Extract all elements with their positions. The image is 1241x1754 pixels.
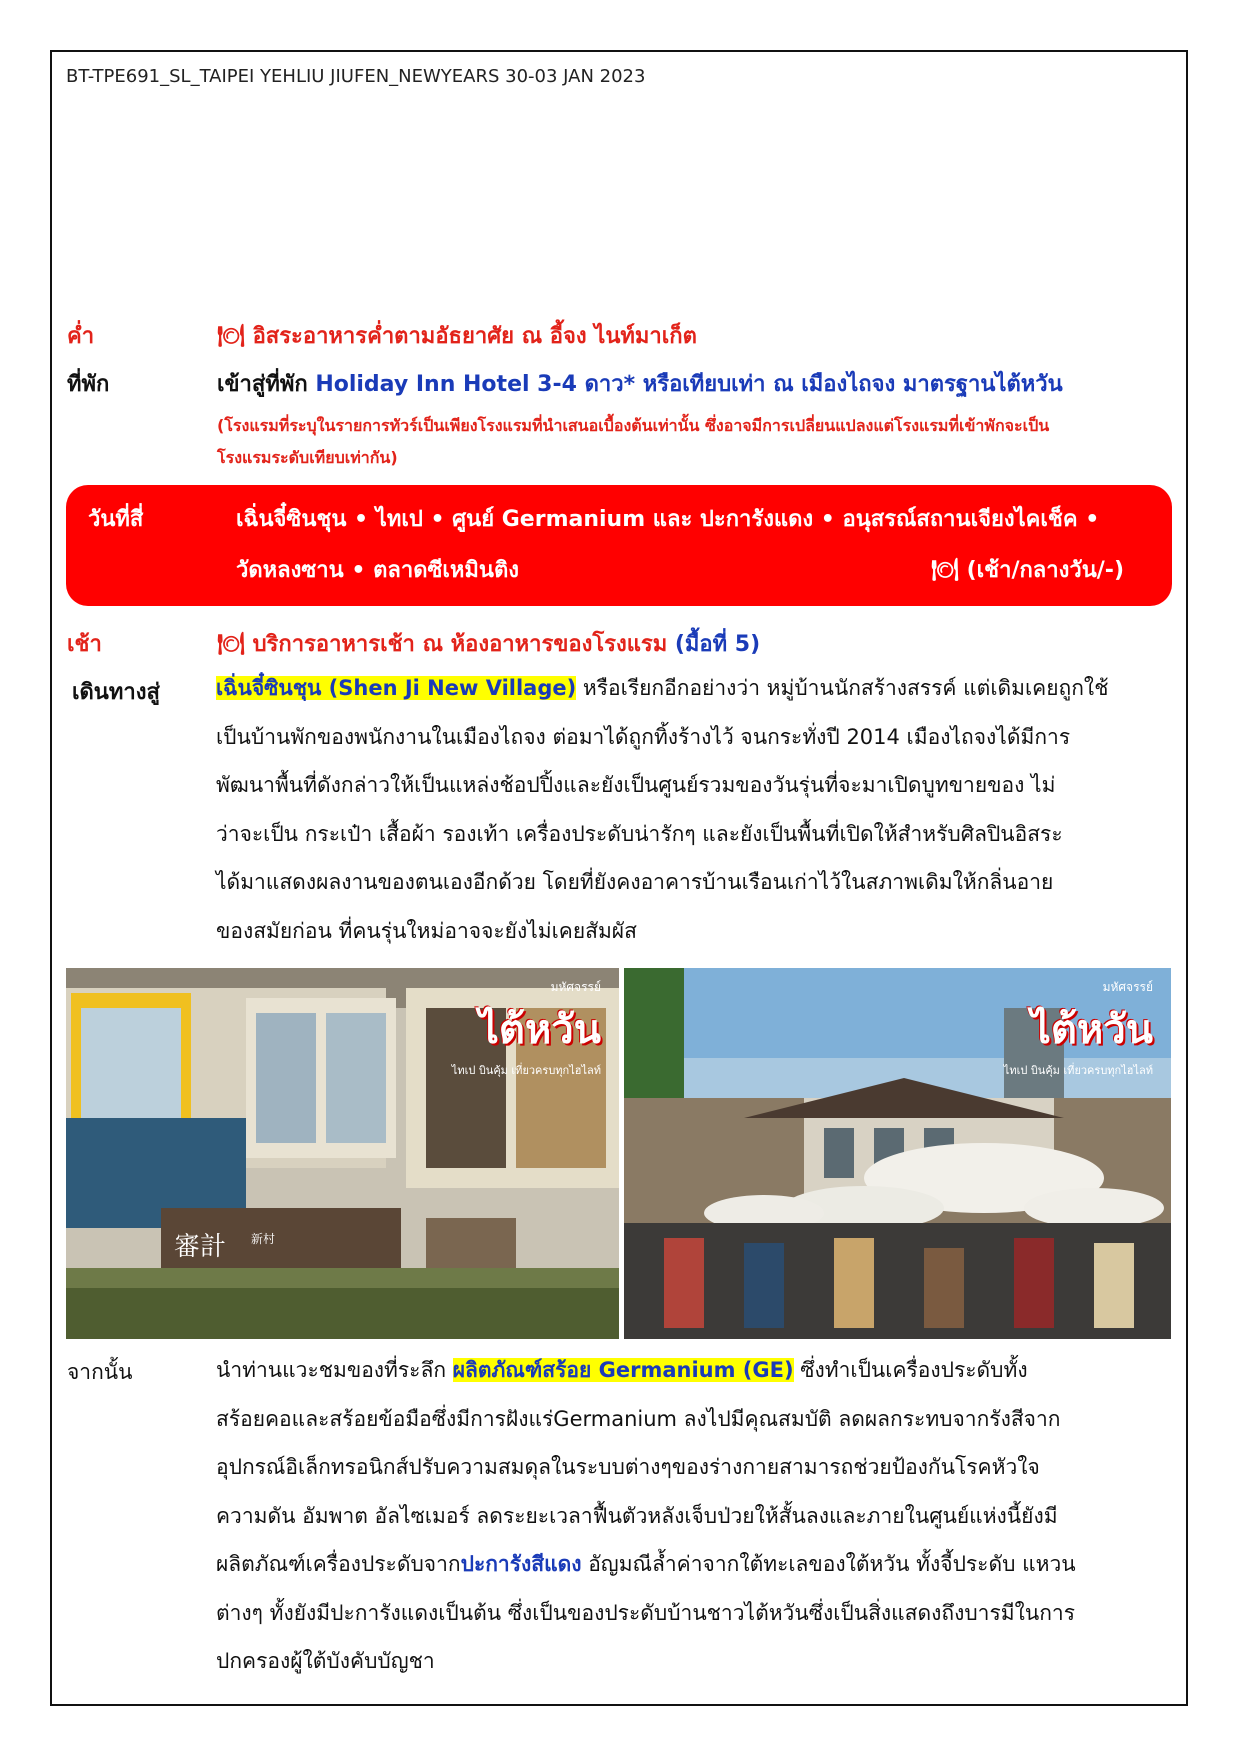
watermark-sub: ไทเป บินคุ้ม เที่ยวครบทุกไฮไลท์	[1003, 1064, 1153, 1077]
day-itinerary-line1: เฉิ่นจี๋ซินชุน • ไทเป • ศูนย์ Germanium และ ปะการังแดง • อนุสรณ์สถานเจียงไคเช็ค •	[236, 507, 1100, 532]
watermark-left	[452, 978, 601, 1079]
hotel-text	[217, 366, 1175, 401]
watermark-right	[1004, 978, 1153, 1079]
travel-line5: ได้มาแสดงผลงานของตนเองอีกด้วย โดยที่ยังคงอาคารบ้านเรือนเก่าไว้ในสภาพเดิมให้กลิ่นอาย	[216, 870, 1054, 894]
day-label: วันที่สี่	[88, 507, 144, 532]
travel-line1: เฉิ่นจี๋ซินชุน (Shen Ji New Village) หรือเรียกอีกอย่างว่า หมู่บ้านนักสร้างสรรค์ แต่เดิมเคยถูกใช้	[216, 676, 1109, 700]
breakfast-desc: 🍽 บริการอาหารเช้า ณ ห้องอาหารของโรงแรม	[217, 632, 675, 657]
watermark-small: มหัศจรรย์	[1102, 980, 1153, 994]
travel-line3: พัฒนาพื้นที่ดังกล่าวให้เป็นแหล่งช้อปปิ้งและยังเป็นศูนย์รวมของวันรุ่นที่จะมาเปิดบูทขายของ ไม่	[216, 773, 1056, 797]
then-line6: ต่างๆ ทั้งยังมีปะการังแดงเป็นต้น ซึ่งเป็นของประดับบ้านชาวไต้หวันซึ่งเป็นสิ่งแสดงถึงบารมีในการ	[216, 1600, 1075, 1625]
hotel-note-line2: โรงแรมระดับเทียบเท่ากัน)	[217, 448, 398, 467]
dinner-text: 🍽 อิสระอาหารค่ำตามอัธยาศัย ณ อี้จง ไนท์มาเก็ต	[217, 324, 697, 349]
watermark-big: ไต้หวัน	[478, 1007, 601, 1053]
then-line1: นำท่านแวะชมของที่ระลึก ผลิตภัณฑ์สร้อย Germanium (GE) ซึ่งทำเป็นเครื่องประดับทั้ง	[216, 1358, 1028, 1382]
then-paragraph	[216, 1346, 1173, 1686]
then-line2: สร้อยคอและสร้อยข้อมือซึ่งมีการฝังแร่Germanium ลงไปมีคุณสมบัติ ลดผลกระทบจากรังสีจาก	[216, 1406, 1061, 1431]
sign-chinese: 審計	[174, 1232, 227, 1262]
sign-chinese-small: 新村	[251, 1232, 276, 1246]
day-banner	[66, 485, 1172, 606]
hotel-name: Holiday Inn Hotel 3-4 ดาว* หรือเทียบเท่า ณ เมืองไถจง มาตรฐานไต้หวัน	[315, 372, 1063, 397]
then-line5: ผลิตภัณฑ์เครื่องประดับจากปะการังสีแดง อัญมณีล้ำค่าจากใต้ทะเลของใต้หวัน ทั้งจี้ประดับ แหวน	[216, 1552, 1076, 1576]
photo-shen-ji-market	[624, 968, 1171, 1339]
then-label: จากนั้น	[67, 1360, 133, 1384]
watermark-sub: ไทเป บินคุ้ม เที่ยวครบทุกไฮไลท์	[451, 1064, 601, 1077]
then-line4: ความดัน อัมพาต อัลไซเมอร์ ลดระยะเวลาฟื้นตัวหลังเจ็บป่วยให้สั้นลงและภายในศูนย์แห่งนี้ยังมี	[216, 1503, 1058, 1528]
hotel-note-line1: (โรงแรมที่ระบุในรายการทัวร์เป็นเพียงโรงแรมที่นำเสนอเบื้องต้นเท่านั้น ซึ่งอาจมีการเปลี่ยนแปลงแต่โรงแรมที่เข้าพักจะเป็น	[217, 416, 1050, 435]
document-header: BT-TPE691_SL_TAIPEI YEHLIU JIUFEN_NEWYEARS 30-03 JAN 2023	[66, 66, 646, 87]
day-itinerary-line2: วัดหลงซาน • ตลาดซีเหมินติง	[236, 558, 520, 583]
travel-highlight: เฉิ่นจี๋ซินชุน (Shen Ji New Village)	[216, 676, 577, 700]
day-meals: 🍽 (เช้า/กลางวัน/-)	[931, 558, 1124, 583]
breakfast-text	[217, 626, 1175, 661]
travel-paragraph	[216, 664, 1173, 955]
dinner-label: ค่ำ	[67, 324, 95, 349]
hotel-note	[217, 410, 1175, 474]
breakfast-label: เช้า	[67, 632, 102, 657]
hotel-label: ที่พัก	[67, 372, 110, 397]
photo-shen-ji-building	[66, 968, 619, 1339]
travel-line2: เป็นบ้านพักของพนักงานในเมืองไถจง ต่อมาได้ถูกทิ้งร้างไว้ จนกระทั่งปี 2014 เมืองไถจงได้มีการ	[216, 724, 1071, 749]
travel-line4: ว่าจะเป็น กระเป๋า เสื้อผ้า รองเท้า เครื่องประดับน่ารักๆ และยังเป็นพื้นที่เปิดให้สำหรับศิลปินอิสระ	[216, 821, 1063, 846]
then-line7: ปกครองผู้ใต้บังคับบัญชา	[216, 1649, 435, 1673]
travel-line6: ของสมัยก่อน ที่คนรุ่นใหม่อาจจะยังไม่เคยสัมผัส	[216, 918, 637, 943]
travel-label: เดินทางสู่	[72, 680, 160, 705]
breakfast-meal-no: (มื้อที่ 5)	[674, 632, 761, 657]
then-highlight: ผลิตภัณฑ์สร้อย Germanium (GE)	[452, 1358, 794, 1382]
then-coral-bold: ปะการังสีแดง	[460, 1552, 582, 1576]
watermark-small: มหัศจรรย์	[550, 980, 601, 994]
watermark-big: ไต้หวัน	[1030, 1007, 1153, 1053]
then-line3: อุปกรณ์อิเล็กทรอนิกส์ปรับความสมดุลในระบบต่างๆของร่างกายสามารถช่วยป้องกันโรคหัวใจ	[216, 1455, 1040, 1479]
hotel-prefix: เข้าสู่ที่พัก	[217, 372, 316, 397]
